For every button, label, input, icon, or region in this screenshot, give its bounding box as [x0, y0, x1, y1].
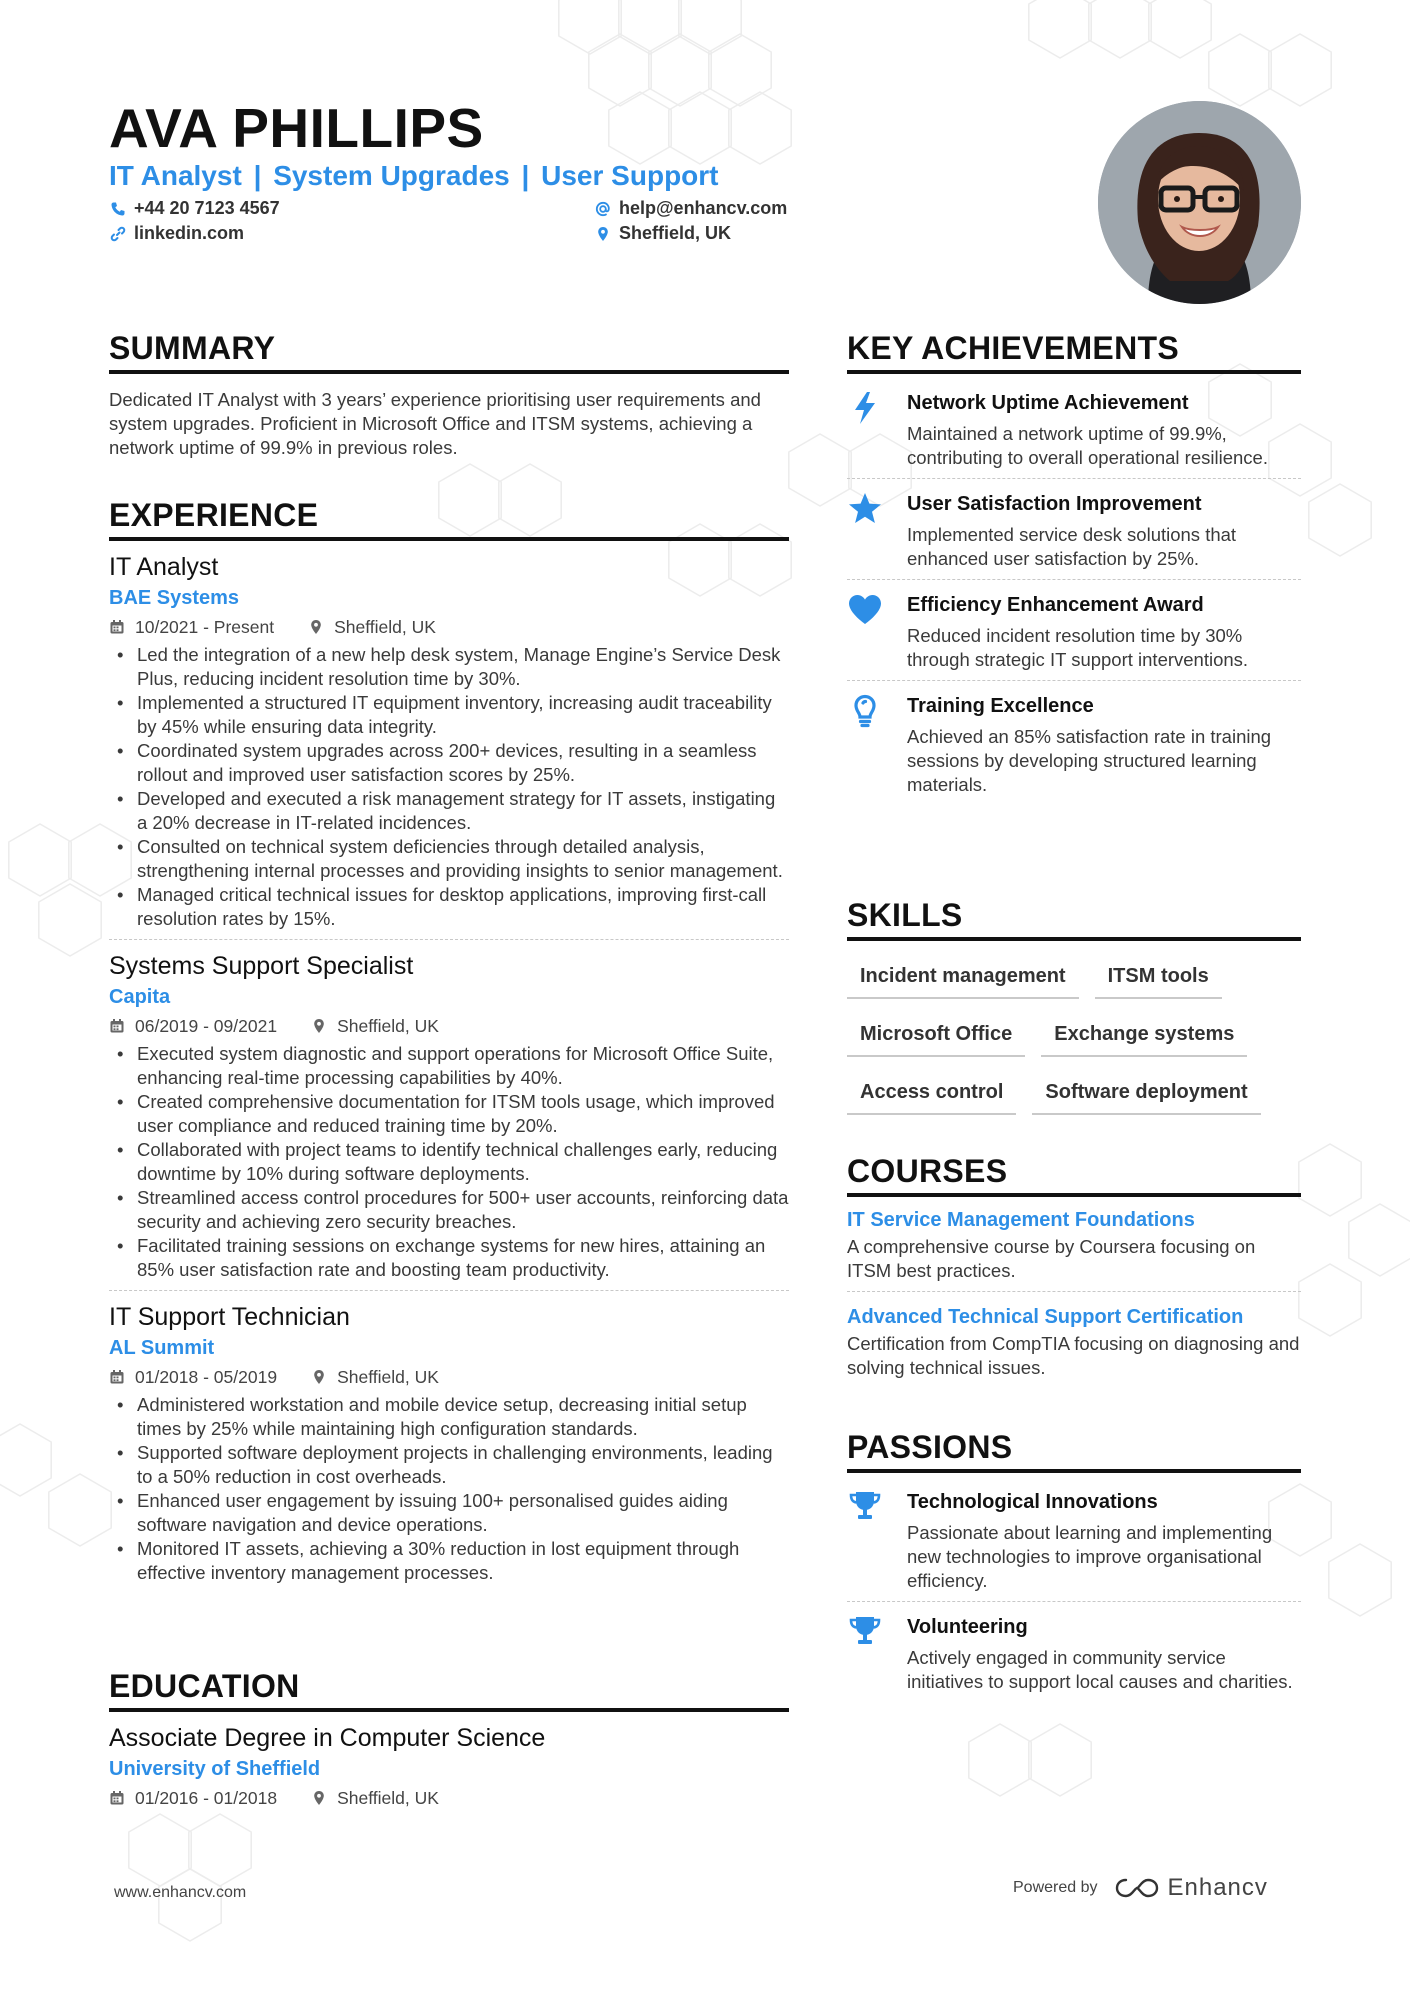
- location-pin-icon: [311, 1369, 327, 1385]
- trophy-icon: [847, 1487, 907, 1593]
- education-section: [109, 1666, 789, 1812]
- school-name[interactable]: University of Sheffield: [109, 1758, 321, 1780]
- job-meta: [109, 613, 789, 641]
- course-desc: Certification from CompTIA focusing on diagnosing and solving technical issues.: [847, 1333, 1300, 1378]
- divider: [847, 1291, 1301, 1292]
- location-pin-icon: [595, 226, 611, 242]
- infinity-logo-icon: [1114, 1875, 1160, 1901]
- passion-title: Volunteering: [907, 1616, 1028, 1638]
- brand-logo[interactable]: [1114, 1874, 1268, 1902]
- phone-number: +44 20 7123 4567: [134, 198, 280, 218]
- footer-branding: [1013, 1874, 1268, 1902]
- passions-title: PASSIONS: [847, 1427, 1301, 1473]
- achievement-title: Efficiency Enhancement Award: [907, 594, 1204, 616]
- location-pin-icon: [308, 619, 324, 635]
- job-title: IT Support Technician: [109, 1303, 350, 1331]
- divider: [847, 579, 1301, 580]
- divider: [109, 1290, 789, 1291]
- course-item: [847, 1205, 1301, 1283]
- achievement-desc: Implemented service desk solutions that enhanced user satisfaction by 25%.: [907, 524, 1237, 569]
- job-dates: 10/2021 - Present: [135, 617, 275, 637]
- degree-title: Associate Degree in Computer Science: [109, 1724, 546, 1752]
- achievement-title: Training Excellence: [907, 695, 1094, 717]
- course-desc: A comprehensive course by Coursera focusing on ITSM best practices.: [847, 1236, 1256, 1281]
- education-dates: 01/2016 - 01/2018: [135, 1788, 278, 1808]
- job-meta: [109, 1012, 789, 1040]
- headline-role-3: User Support: [541, 160, 719, 191]
- lightning-icon: [847, 388, 907, 470]
- headline-separator: |: [253, 160, 262, 191]
- skills-list: [847, 953, 1301, 1127]
- bullet-item: • Monitored IT assets, achieving a 30% reduction in lost equipment through effective inventory management processes.: [109, 1537, 789, 1585]
- bullet-item: • Created comprehensive documentation for ITSM tools usage, which improved user compliance and reduced training time by 20%.: [109, 1090, 789, 1138]
- bullet-item: • Executed system diagnostic and support operations for Microsoft Office Suite, enhancing real-time processing capabilities by 40%.: [109, 1042, 789, 1090]
- star-icon: [847, 489, 907, 571]
- contact-email[interactable]: [595, 198, 787, 219]
- courses-title: COURSES: [847, 1151, 1301, 1197]
- bullet-item: • Facilitated training sessions on exchange systems for new hires, attaining an 85% user satisfaction rate and boosting team productivity.: [109, 1234, 789, 1282]
- job-entry: [109, 551, 789, 931]
- experience-title: EXPERIENCE: [109, 495, 789, 541]
- passion-item: [847, 1487, 1301, 1593]
- bullet-item: • Supported software deployment projects in challenging environments, leading to a 50% reduction in cost overheads.: [109, 1441, 789, 1489]
- powered-by-label: Powered by: [1013, 1879, 1098, 1896]
- company-name[interactable]: AL Summit: [109, 1337, 215, 1359]
- brand-name: Enhancv: [1167, 1874, 1268, 1901]
- phone-icon: [110, 201, 126, 217]
- calendar-icon: [109, 1790, 125, 1806]
- job-bullets: [109, 643, 789, 931]
- education-meta: [109, 1784, 789, 1812]
- achievement-item: [847, 590, 1301, 672]
- job-location: Sheffield, UK: [334, 617, 436, 637]
- bullet-item: • Managed critical technical issues for desktop applications, improving first-call resolution rates by 15%.: [109, 883, 789, 931]
- job-title: IT Analyst: [109, 553, 219, 581]
- contact-location: [595, 223, 731, 244]
- headline-separator: |: [521, 160, 530, 191]
- course-item: [847, 1302, 1301, 1380]
- bullet-item: • Developed and executed a risk management strategy for IT assets, instigating a 20% decrease in IT-related incidences.: [109, 787, 789, 835]
- job-entry: [109, 950, 789, 1282]
- skill-tag: Exchange systems: [1041, 1011, 1247, 1057]
- footer-website[interactable]: www.enhancv.com: [114, 1884, 247, 1901]
- contact-linkedin[interactable]: [110, 223, 244, 244]
- job-entry: [109, 1301, 789, 1585]
- profile-photo: [1098, 101, 1301, 304]
- skill-tag: Access control: [847, 1069, 1016, 1115]
- location-pin-icon: [311, 1018, 327, 1034]
- achievements-section: [847, 328, 1301, 797]
- bullet-item: • Enhanced user engagement by issuing 100+ personalised guides aiding software navigation and device operations.: [109, 1489, 789, 1537]
- passions-section: [847, 1427, 1301, 1694]
- candidate-name: AVA PHILLIPS: [109, 97, 484, 159]
- skill-tag: ITSM tools: [1095, 953, 1222, 999]
- achievement-desc: Achieved an 85% satisfaction rate in training sessions by developing structured learning materials.: [907, 726, 1272, 795]
- achievement-desc: Maintained a network uptime of 99.9%, contributing to overall operational resilience.: [907, 423, 1268, 468]
- skills-section: [847, 895, 1301, 1127]
- calendar-icon: [109, 1369, 125, 1385]
- heart-icon: [847, 590, 907, 672]
- summary-title: SUMMARY: [109, 328, 789, 374]
- headline-role-2: System Upgrades: [273, 160, 510, 191]
- courses-section: [847, 1151, 1301, 1380]
- course-title[interactable]: Advanced Technical Support Certification: [847, 1306, 1244, 1328]
- bullet-item: • Led the integration of a new help desk system, Manage Engine’s Service Desk Plus, reducing incident resolution time by 30%.: [109, 643, 789, 691]
- skill-tag: Incident management: [847, 953, 1079, 999]
- divider: [847, 1601, 1301, 1602]
- experience-section: [109, 495, 789, 1585]
- passion-item: [847, 1612, 1301, 1694]
- divider: [109, 939, 789, 940]
- trophy-icon: [847, 1612, 907, 1694]
- job-meta: [109, 1363, 789, 1391]
- skill-tag: Software deployment: [1032, 1069, 1260, 1115]
- at-icon: [595, 201, 611, 217]
- achievement-item: [847, 388, 1301, 470]
- passion-title: Technological Innovations: [907, 1491, 1158, 1513]
- company-name[interactable]: BAE Systems: [109, 587, 240, 609]
- calendar-icon: [109, 1018, 125, 1034]
- achievement-desc: Reduced incident resolution time by 30% through strategic IT support interventions.: [907, 625, 1249, 670]
- achievements-title: KEY ACHIEVEMENTS: [847, 328, 1301, 374]
- bullet-item: • Administered workstation and mobile device setup, decreasing initial setup times by 25% while maintaining high configuration standards.: [109, 1393, 789, 1441]
- bullet-item: • Implemented a structured IT equipment inventory, increasing audit traceability by 45% while ensuring data integrity.: [109, 691, 789, 739]
- achievement-title: Network Uptime Achievement: [907, 392, 1189, 414]
- linkedin-link: linkedin.com: [134, 223, 245, 243]
- summary-section: [109, 328, 789, 460]
- headline-role-1: IT Analyst: [109, 160, 242, 191]
- passion-desc: Actively engaged in community service initiatives to support local causes and charities.: [907, 1647, 1293, 1692]
- email-address: help@enhancv.com: [619, 198, 788, 218]
- job-bullets: [109, 1393, 789, 1585]
- divider: [847, 680, 1301, 681]
- bullet-item: • Coordinated system upgrades across 200+ devices, resulting in a seamless rollout and improved user satisfaction scores by 25%.: [109, 739, 789, 787]
- course-title[interactable]: IT Service Management Foundations: [847, 1209, 1195, 1231]
- job-location: Sheffield, UK: [337, 1016, 439, 1036]
- passion-desc: Passionate about learning and implementing new technologies to improve organisational efficiency.: [907, 1522, 1273, 1591]
- divider: [847, 478, 1301, 479]
- company-name[interactable]: Capita: [109, 986, 171, 1008]
- skill-tag: Microsoft Office: [847, 1011, 1025, 1057]
- link-icon: [110, 226, 126, 242]
- job-bullets: [109, 1042, 789, 1282]
- summary-text: Dedicated IT Analyst with 3 years’ experience prioritising user requirements and system upgrades. Proficient in Microsoft Office and ITSM systems, achieving a network uptime of 99.9% in previous roles.: [109, 389, 761, 458]
- achievement-item: [847, 691, 1301, 797]
- calendar-icon: [109, 619, 125, 635]
- job-location: Sheffield, UK: [337, 1367, 439, 1387]
- location-text: Sheffield, UK: [619, 223, 732, 243]
- lightbulb-icon: [847, 691, 907, 797]
- education-title: EDUCATION: [109, 1666, 789, 1712]
- bullet-item: • Collaborated with project teams to identify technical challenges early, reducing downtime by 10% during software deployments.: [109, 1138, 789, 1186]
- education-location: Sheffield, UK: [337, 1788, 439, 1808]
- headline: [109, 160, 719, 192]
- job-dates: 01/2018 - 05/2019: [135, 1367, 278, 1387]
- job-title: Systems Support Specialist: [109, 952, 414, 980]
- achievement-title: User Satisfaction Improvement: [907, 493, 1202, 515]
- contact-phone[interactable]: [110, 198, 280, 219]
- skills-title: SKILLS: [847, 895, 1301, 941]
- job-dates: 06/2019 - 09/2021: [135, 1016, 278, 1036]
- bullet-item: • Consulted on technical system deficiencies through detailed analysis, strengthening internal processes and providing insights to senior management.: [109, 835, 789, 883]
- bullet-item: • Streamlined access control procedures for 500+ user accounts, reinforcing data security and achieving zero security breaches.: [109, 1186, 789, 1234]
- achievement-item: [847, 489, 1301, 571]
- location-pin-icon: [311, 1790, 327, 1806]
